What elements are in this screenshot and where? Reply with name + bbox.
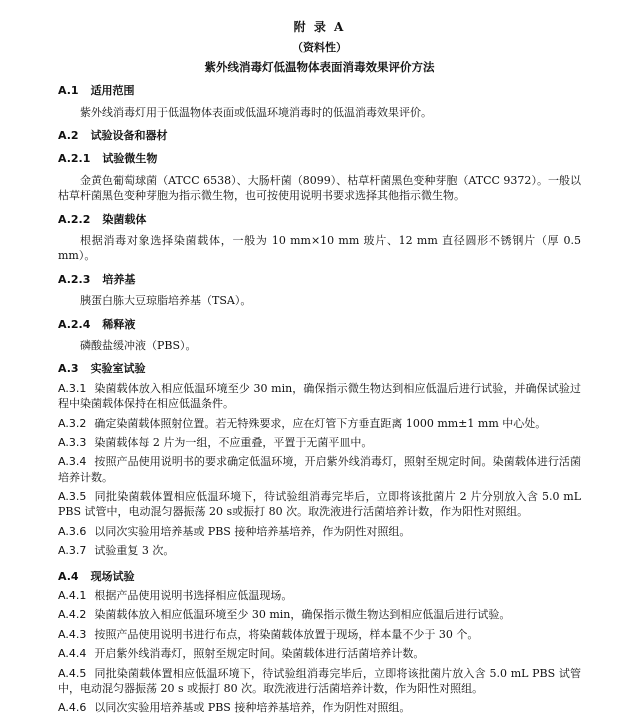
clause-text: 确定染菌载体照射位置。若无特殊要求，应在灯管下方垂直距离 1000 mm±1 mm 中心处。 [94, 416, 547, 430]
section-number: A.2.3 [58, 272, 91, 286]
clause-text: 根据产品使用说明书选择相应低温现场。 [94, 589, 293, 603]
section-title: 培养基 [102, 272, 136, 286]
clause-a32 [58, 416, 581, 431]
section-heading-a2 [58, 128, 581, 143]
clause-number: A.4.6 [58, 701, 87, 715]
clause-a43 [58, 627, 581, 642]
section-number: A.2.1 [58, 152, 91, 166]
appendix-subtitle: （资料性） [292, 40, 347, 54]
clause-a41 [58, 588, 581, 603]
clause-a37 [58, 543, 581, 558]
clause-number: A.3.2 [58, 416, 87, 430]
section-title: 试验设备和器材 [90, 129, 168, 143]
section-heading-a21 [58, 151, 581, 166]
clause-text: 染菌载体放入相应低温环境至少 30 min，确保指示微生物达到相应低温后进行试验，并确保试验过程中染菌载体保持在相应低温条件。 [58, 381, 581, 411]
clause-a35 [58, 489, 581, 520]
section-body-a21: 金黄色葡萄球菌（ATCC 6538）、大肠杆菌（8099）、枯草杆菌黑色变种芽胞（ATCC 9372）。一般以枯草杆菌黑色变种芽胞为指示微生物，也可按使用说明书要求选择其他指示微生物。 [58, 173, 581, 203]
section-heading-a1 [58, 83, 581, 98]
section-title: 稀释液 [102, 317, 136, 331]
clause-a34 [58, 454, 581, 485]
clause-number: A.3.5 [58, 490, 87, 504]
section-number: A.2 [58, 129, 79, 143]
clause-text: 以同次实验用培养基或 PBS 接种培养基培养，作为阴性对照组。 [94, 524, 411, 538]
clause-number: A.4.2 [58, 608, 87, 622]
clause-a36 [58, 524, 581, 539]
clause-a45 [58, 666, 581, 697]
clause-number: A.3.3 [58, 435, 87, 449]
section-body-a1: 紫外线消毒灯用于低温物体表面或低温环境消毒时的低温消毒效果评价。 [80, 105, 432, 119]
section-title: 适用范围 [90, 84, 135, 98]
clause-text: 开启紫外线消毒灯，照射至规定时间。染菌载体进行活菌培养计数。 [94, 647, 425, 661]
section-title: 试验微生物 [102, 152, 158, 166]
section-number: A.4 [58, 569, 79, 583]
clause-text: 同批染菌载体置相应低温环境下，待试验组消毒完毕后，立即将该批菌片 2 片分别放入含 5.0 mL PBS 试管中，电动混匀器振荡 20 s或振打 80 次。取洗液进行活菌培养计数，作为阳性对照组。 [58, 490, 581, 519]
appendix-heading: 紫外线消毒灯低温物体表面消毒效果评价方法 [204, 60, 435, 75]
section-number: A.3 [58, 362, 79, 376]
clause-number: A.3.1 [58, 381, 87, 395]
section-heading-a22 [58, 212, 581, 227]
clause-number: A.4.4 [58, 647, 87, 661]
clause-text: 染菌载体放入相应低温环境至少 30 min，确保指示微生物达到相应低温后进行试验。 [94, 608, 511, 622]
section-number: A.2.4 [58, 317, 91, 331]
clause-a44 [58, 646, 581, 661]
appendix-title: 附 录 A [293, 20, 346, 34]
section-heading-a3 [58, 361, 581, 376]
clause-text: 按照产品使用说明书进行布点，将染菌载体放置于现场，样本量不少于 30 个。 [94, 627, 479, 641]
clause-text: 试验重复 3 次。 [94, 544, 175, 558]
clause-number: A.3.4 [58, 455, 87, 469]
clause-text: 同批染菌载体置相应低温环境下，待试验组消毒完毕后，立即将该批菌片放入含 5.0 mL PBS 试管中，电动混匀器振荡 20 s 或振打 80 次。取洗液进行活菌培养计数，作为阳性对照组。 [58, 666, 581, 695]
clause-number: A.3.6 [58, 524, 87, 538]
section-heading-a24 [58, 317, 581, 332]
clause-number: A.4.3 [58, 627, 87, 641]
clause-number: A.3.7 [58, 544, 87, 558]
clause-number: A.4.1 [58, 589, 87, 603]
section-body-a22: 根据消毒对象选择染菌载体，一般为 10 mm×10 mm 玻片、12 mm 直径圆形不锈钢片（厚 0.5 mm）。 [58, 234, 581, 263]
clause-a42 [58, 607, 581, 622]
section-heading-a4 [58, 569, 581, 584]
clause-a46 [58, 700, 581, 715]
clause-text: 染菌载体每 2 片为一组，不应重叠，平置于无菌平皿中。 [94, 435, 373, 449]
clause-text: 按照产品使用说明书的要求确定低温环境，开启紫外线消毒灯，照射至规定时间。染菌载体进行活菌培养计数。 [58, 455, 581, 484]
section-number: A.1 [58, 84, 79, 98]
clause-a33 [58, 435, 581, 450]
section-body-a24: 磷酸盐缓冲液（PBS）。 [80, 338, 197, 352]
section-number: A.2.2 [58, 212, 91, 226]
clause-a31 [58, 381, 581, 412]
section-body-a23: 胰蛋白胨大豆琼脂培养基（TSA）。 [80, 294, 252, 308]
section-title: 实验室试验 [90, 362, 146, 376]
section-heading-a23 [58, 272, 581, 287]
clause-text: 以同次实验用培养基或 PBS 接种培养基培养，作为阴性对照组。 [94, 701, 411, 715]
appendix-header [58, 0, 581, 75]
section-title: 染菌载体 [102, 212, 147, 226]
section-title: 现场试验 [90, 569, 135, 583]
clause-number: A.4.5 [58, 666, 87, 680]
